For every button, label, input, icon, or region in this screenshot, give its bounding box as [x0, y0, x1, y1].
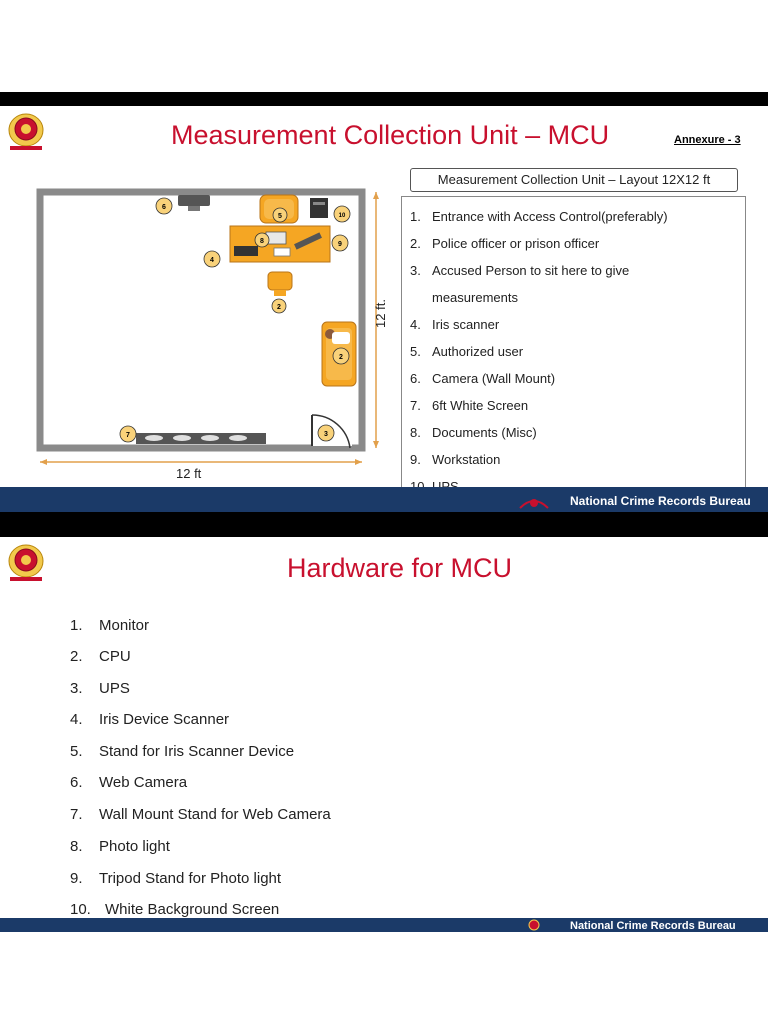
iris-scanner-icon — [234, 246, 258, 256]
svg-text:10: 10 — [338, 213, 346, 219]
marker-4 — [204, 251, 220, 267]
legend-item: 4. Iris scanner — [410, 317, 500, 332]
height-dimension-label: 12 ft. — [372, 299, 388, 328]
list-item: 1. Monitor — [70, 617, 150, 634]
svg-text:4: 4 — [210, 257, 214, 264]
page-title: Hardware for MCU — [287, 553, 513, 583]
list-item: 10. White Background Screen — [70, 901, 280, 918]
svg-text:2: 2 — [339, 354, 343, 361]
marker-3 — [318, 425, 334, 441]
marker-6 — [156, 198, 172, 214]
legend-item: 9. Workstation — [410, 452, 501, 467]
list-item: 3. UPS — [70, 680, 130, 697]
marker-2a — [272, 299, 286, 313]
svg-text:3: 3 — [324, 431, 328, 438]
marker-8 — [255, 233, 269, 247]
documents-icon — [274, 248, 290, 256]
svg-text:5: 5 — [278, 213, 282, 220]
layout-heading: Measurement Collection Unit – Layout 12X12 ft — [410, 168, 738, 192]
top-black-bar — [0, 92, 768, 106]
list-item: 2. CPU — [70, 648, 131, 665]
list-item: 4. Iris Device Scanner — [70, 711, 230, 728]
legend-item: 5. Authorized user — [410, 344, 524, 359]
footer-text: National Crime Records Bureau — [570, 494, 751, 508]
legend-item: 2. Police officer or prison officer — [410, 236, 600, 251]
list-item: 8. Photo light — [70, 838, 170, 855]
svg-text:8: 8 — [260, 238, 264, 245]
slide-hardware — [0, 537, 768, 932]
list-item: 9. Tripod Stand for Photo light — [70, 870, 282, 887]
list-item: 6. Web Camera — [70, 774, 188, 791]
slide-mcu-layout — [0, 106, 768, 512]
marker-5 — [273, 208, 287, 222]
footer-text: National Crime Records Bureau — [570, 920, 736, 932]
annexure-label: Annexure - 3 — [674, 134, 741, 146]
ups-icon — [310, 198, 328, 218]
svg-text:7: 7 — [126, 432, 130, 439]
legend-item: 3. Accused Person to sit here to give — [410, 263, 630, 278]
legend-item: 8. Documents (Misc) — [410, 425, 537, 440]
accused-chair — [268, 272, 292, 290]
marker-9 — [332, 235, 348, 251]
ncrb-emblem-logo — [2, 108, 50, 156]
footer-emblem-icon — [522, 918, 546, 932]
footer-emblem-icon — [518, 492, 550, 510]
legend-item: 7. 6ft White Screen — [410, 398, 529, 413]
list-item: 7. Wall Mount Stand for Web Camera — [70, 806, 331, 823]
ncrb-emblem-logo — [2, 539, 50, 587]
legend-box — [401, 196, 746, 498]
legend-item: 6. Camera (Wall Mount) — [410, 371, 556, 386]
svg-text:2: 2 — [277, 304, 281, 311]
marker-7 — [120, 426, 136, 442]
camera-icon — [178, 195, 210, 206]
legend-item: measurements — [432, 290, 518, 305]
svg-text:6: 6 — [162, 204, 166, 211]
page-title: Measurement Collection Unit – MCU — [171, 120, 610, 150]
marker-10 — [334, 206, 350, 222]
marker-2b — [333, 348, 349, 364]
svg-text:9: 9 — [338, 241, 342, 248]
list-item: 5. Stand for Iris Scanner Device — [70, 743, 295, 760]
floor-plan-diagram — [30, 182, 380, 482]
legend-item: 1. Entrance with Access Control(preferably) — [410, 209, 668, 224]
width-dimension-label: 12 ft — [176, 466, 202, 481]
middle-black-bar — [0, 512, 768, 537]
